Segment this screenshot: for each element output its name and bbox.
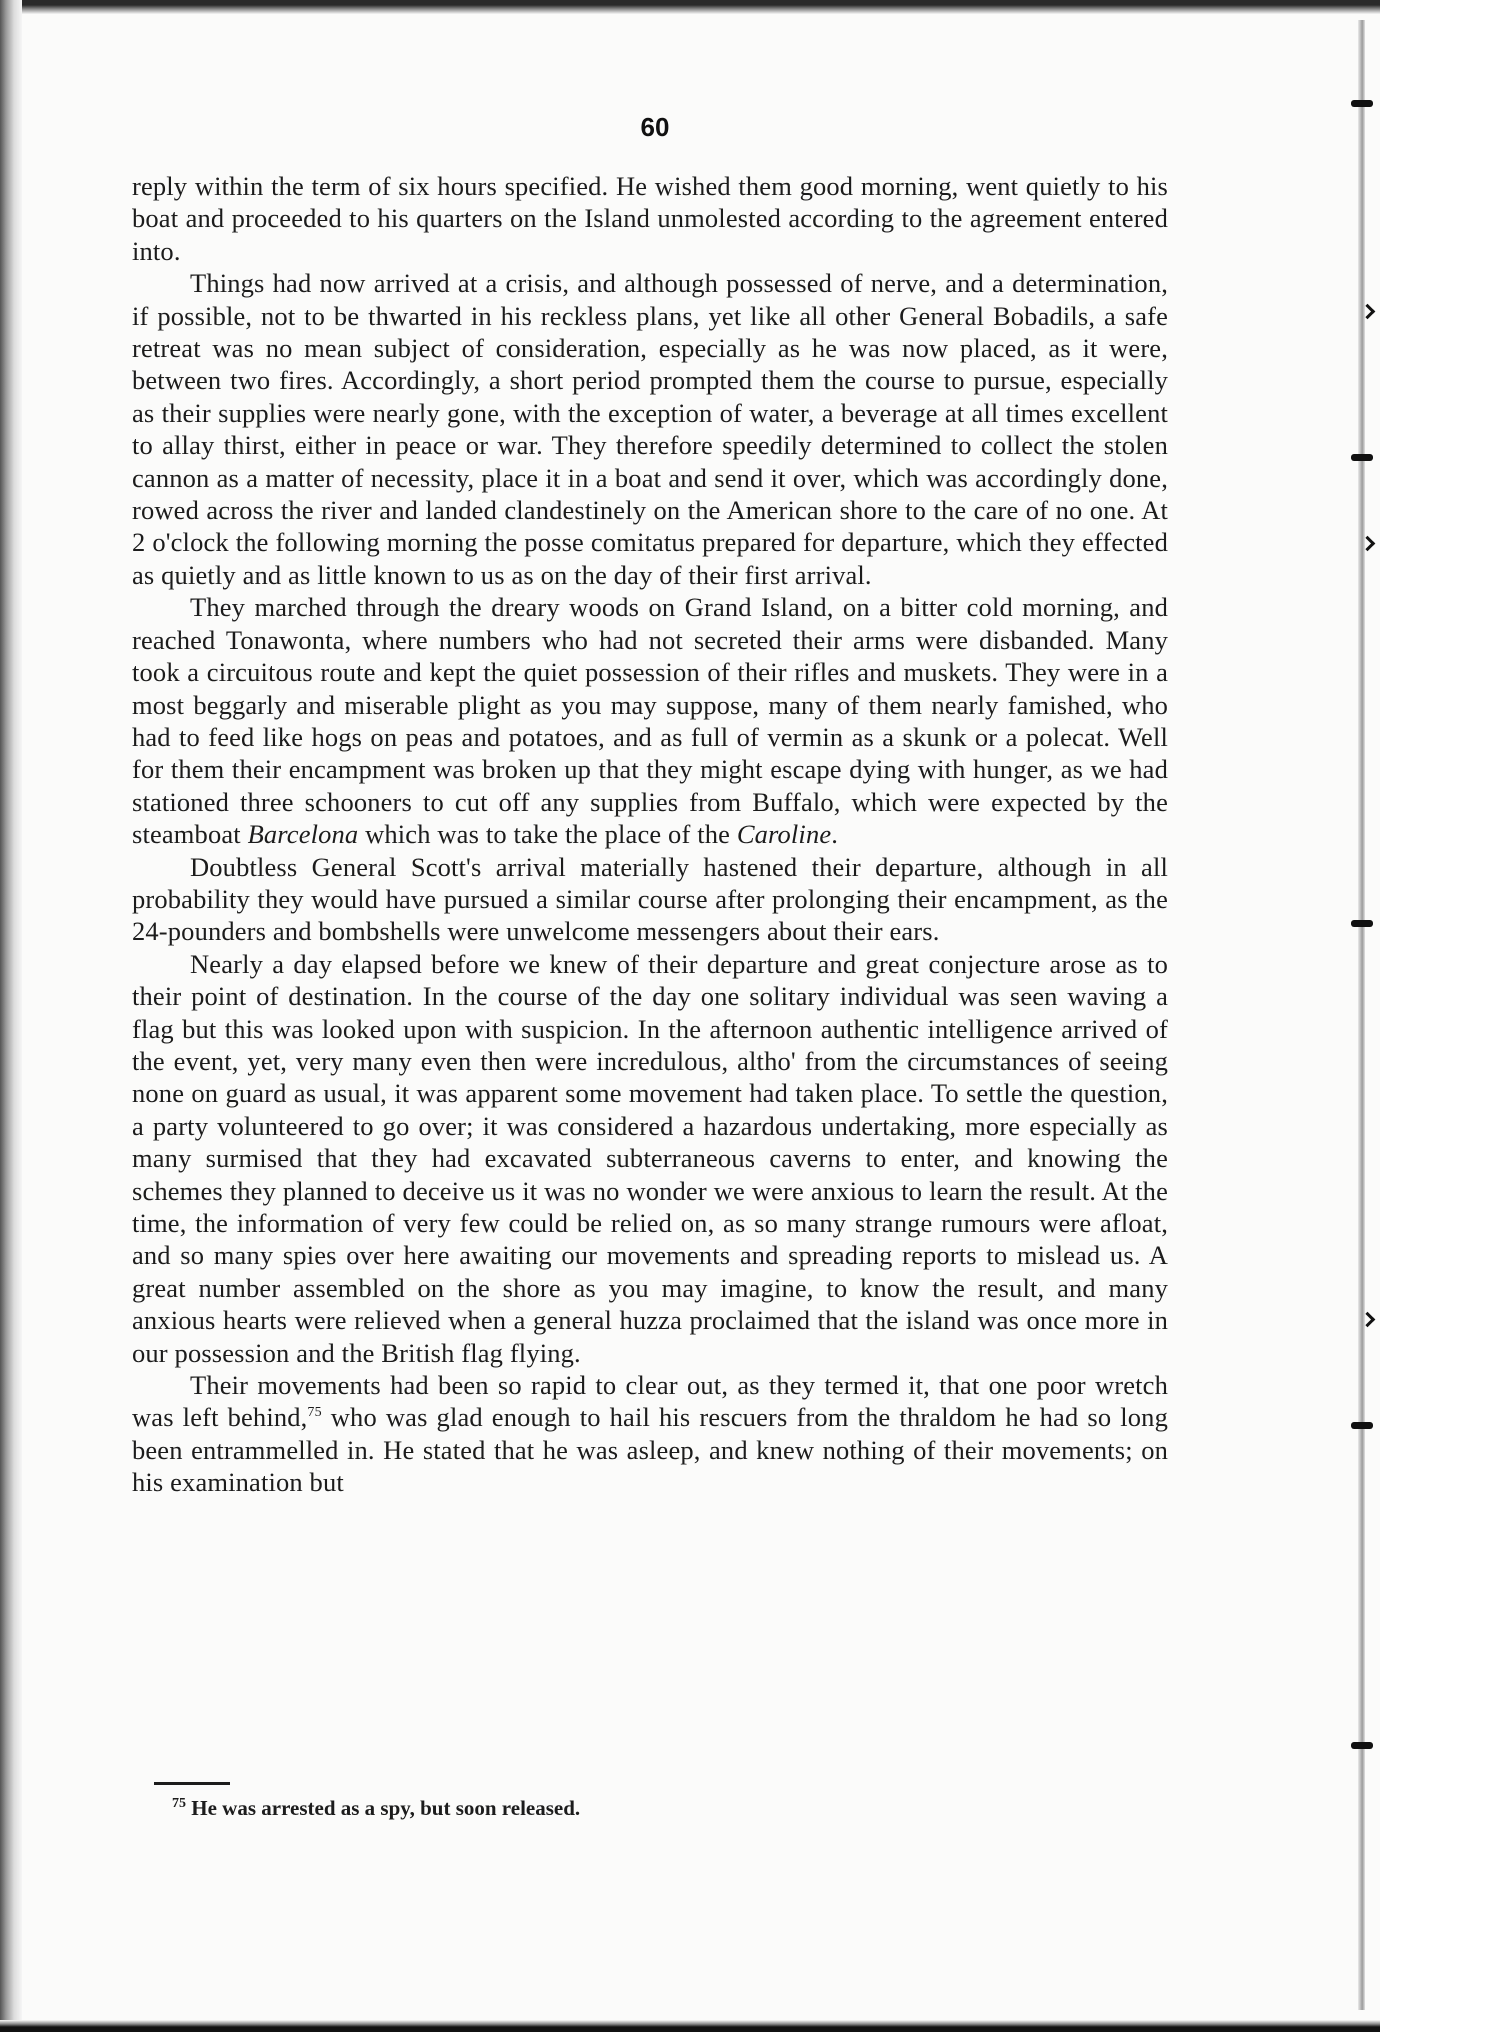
footnote-marker: 75 xyxy=(172,1796,186,1811)
binding-edge xyxy=(1348,0,1378,2032)
paragraph-3 xyxy=(132,591,1168,850)
footnote-rule xyxy=(154,1782,230,1785)
footnote-text: He was arrested as a spy, but soon released. xyxy=(186,1796,581,1820)
scan-edge-bottom xyxy=(0,2020,1488,2032)
footnote xyxy=(172,1796,1072,1821)
binding-stitch xyxy=(1351,454,1373,461)
scan-edge-left xyxy=(0,0,22,2032)
paragraph-6-text-b: who was glad enough to hail his rescuers from the thraldom he had so long been entrammelled in. He stated that he was asleep, and knew nothing of their movements; on his examination but xyxy=(132,1402,1168,1498)
ship-name-caroline: Caroline xyxy=(736,819,832,850)
binding-stitch xyxy=(1351,1422,1373,1429)
page-body xyxy=(132,170,1168,1499)
ship-name-barcelona: Barcelona xyxy=(247,819,359,850)
paragraph-2: Things had now arrived at a crisis, and although possessed of nerve, and a determination, if possible, not to be thwarted in his reckless plans, yet like all other General Bobadils, a safe retreat was no mean subject of consideration, especially as he was now placed, as it were, between two fires. Accordingly, a short period prompted them the course to pursue, especially as their supplies were nearly gone, with the exception of water, a beverage at all times excellent to allay thirst, either in peace or war. They therefore speedily determined to collect the stolen cannon as a matter of necessity, place it in a boat and send it over, which was accordingly done, rowed across the river and landed clandestinely on the American shore to the care of no one. At 2 o'clock the following morning the posse comitatus prepared for departure, which they effected as quietly and as little known to us as on the day of their first arrival. xyxy=(132,268,1168,590)
paragraph-1: reply within the term of six hours specified. He wished them good morning, went quietly to his boat and proceeded to his quarters on the Island unmolested according to the agreement entered into. xyxy=(132,171,1168,266)
paragraph-3-text-c: . xyxy=(831,819,839,850)
paragraph-6 xyxy=(132,1369,1168,1499)
binding-stitch xyxy=(1351,1742,1373,1749)
page-number: 60 xyxy=(640,112,670,142)
paragraph-4: Doubtless General Scott's arrival materially hastened their departure, although in all probability they would have pursued a similar course after prolonging their encampment, as the 24-pounders and bombshells were unwelcome messengers about their ears. xyxy=(132,851,1168,947)
scan-edge-top xyxy=(0,0,1488,14)
paragraph-3-text-b: which was to take the place of the xyxy=(358,819,737,850)
binding-stitch xyxy=(1351,100,1373,107)
footnote-reference: 75 xyxy=(307,1405,322,1421)
binding-line xyxy=(1358,20,1365,2010)
scan-margin-right xyxy=(1380,0,1488,2032)
binding-stitch xyxy=(1351,920,1373,927)
paragraph-3-text-a: They marched through the dreary woods on Grand Island, on a bitter cold morning, and reached Tonawonta, where numbers who had not secreted their arms were disbanded. Many took a circuitous route and kept the quiet possession of their rifles and muskets. They were in a most beggarly and miserable plight as you may suppose, many of them nearly famished, who had to feed like hogs on peas and potatoes, and as full of vermin as a skunk or a polecat. Well for them their encampment was broken up that they might escape dying with hunger, as we had stationed three schooners to cut off any supplies from Buffalo, which were expected by the steamboat xyxy=(132,592,1168,850)
paragraph-6-text-a: Their movements had been so rapid to clear out, as they termed it, that one poor wretch was left behind, xyxy=(132,1370,1168,1433)
paragraph-5: Nearly a day elapsed before we knew of their departure and great conjecture arose as to their point of destination. In the course of the day one solitary individual was seen waving a flag but this was looked upon with suspicion. In the afternoon authentic intelligence arrived of the event, yet, very many even then were incredulous, altho' from the circumstances of seeing none on guard as usual, it was apparent some movement had taken place. To settle the question, a party volunteered to go over; it was considered a hazardous undertaking, more especially as many surmised that they had excavated subterraneous caverns to enter, and knowing the schemes they planned to deceive us it was no wonder we were anxious to learn the result. At the time, the information of very few could be relied on, as so many strange rumours were afloat, and so many spies over here awaiting our movements and spreading reports to mislead us. A great number assembled on the shore as you may imagine, to know the result, and many anxious hearts were relieved when a general huzza proclaimed that the island was once more in our possession and the British flag flying. xyxy=(132,948,1168,1368)
